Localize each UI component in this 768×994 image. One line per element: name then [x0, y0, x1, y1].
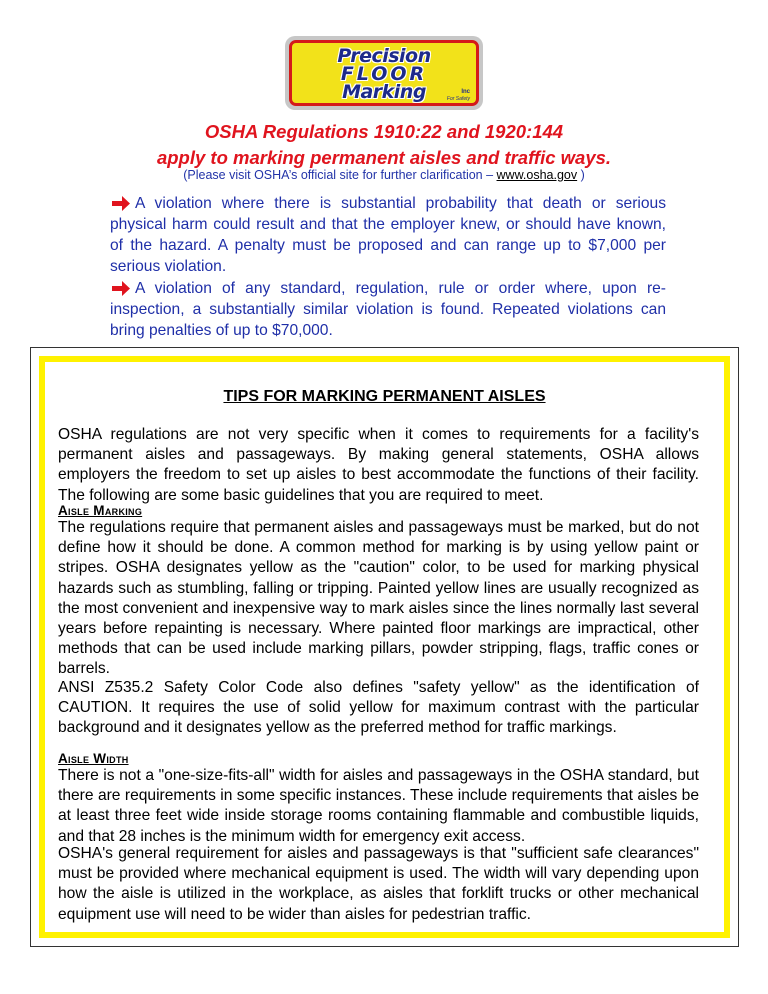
visit-note [0, 168, 768, 182]
visit-note-prefix: (Please visit OSHA’s official site for further clarification – [183, 168, 497, 182]
aisle-width-paragraph-1: There is not a "one-size-fits-all" width for aisles and passageways in the OSHA standard, but there are requirements in some specific instances. These include requirements that aisles be at least three feet wide inside storage rooms containing flammable and combustible liquids, and that 28 inches is the minimum width for emergency exit access. [58, 767, 699, 845]
osha-link[interactable]: www.osha.gov [496, 168, 578, 182]
red-arrow-icon [110, 278, 132, 299]
aisle-marking-paragraph-1: The regulations require that permanent aisles and passageways must be marked, but do not define how it should be done. A common method for marking is by using yellow paint or stripes. OSHA designates yellow as the "caution" color, to be used for marking physical hazards such as stumbling, falling or tripping. Painted yellow lines are usually recognized as the most convenient and inexpensive way to mark aisles since the lines normally last several years before repainting is necessary. Where painted floor markings are impractical, other methods that can be used include marking pillars, powder stripping, flags, traffic cones or barrels. [58, 519, 699, 678]
violation-bullet-serious-text: A violation where there is substantial probability that death or serious physical harm could result and that the employer knew, or should have known, of the hazard. A penalty must be proposed and can range up to $7,000 per serious violation. [110, 195, 666, 275]
logo-inc: Inc [461, 89, 470, 95]
red-arrow-icon [110, 193, 132, 214]
aisle-width-paragraph-2: OSHA's general requirement for aisles and passageways is that "sufficient safe clearances" must be provided where mechanical equipment is used. The width will vary depending upon how the aisle is utilized in the workplace, as aisles that forklift trucks or other mechanical equipment use will need to be wider than aisles for pedestrian traffic. [58, 845, 699, 923]
tips-content [45, 362, 724, 932]
violation-bullet-serious [110, 193, 666, 277]
regulations-title: OSHA Regulations 1910:22 and 1920:144 [204, 121, 564, 142]
aisle-marking-heading: Aisle Marking [58, 503, 143, 518]
tips-heading: TIPS FOR MARKING PERMANENT AISLES [223, 388, 546, 405]
tips-intro-paragraph: OSHA regulations are not very specific when it comes to requirements for a facility's permanent aisles and passageways. By making general statements, OSHA allows employers the freedom to set up aisles to best accommodate the functions of their facility. The following are some basic guidelines that you are required to meet. [58, 426, 699, 504]
logo-badge [289, 40, 479, 106]
regulations-subtitle: apply to marking permanent aisles and traffic ways. [156, 147, 612, 168]
logo-tagline: For Safety [446, 96, 470, 102]
logo-word-floor: FLOOR [340, 63, 428, 85]
logo-word-precision: Precision [337, 45, 431, 67]
aisle-width-heading: Aisle Width [58, 751, 129, 766]
logo-word-marking: Marking [342, 81, 426, 103]
violation-bullet-repeated-text: A violation of any standard, regulation, rule or order where, upon re-inspection, a substantially similar violation is found. Repeated violations can bring penalties of up to $70,000. [110, 280, 666, 339]
visit-note-suffix: ) [577, 168, 585, 182]
aisle-marking-paragraph-2: ANSI Z535.2 Safety Color Code also defines "safety yellow" as the identification of CAUTION. It requires the use of solid yellow for maximum contrast with the particular background and it designates yellow as the preferred method for traffic markings. [58, 679, 699, 737]
tips-box [30, 347, 739, 947]
violation-bullet-repeated [110, 278, 666, 341]
company-logo [285, 36, 483, 110]
